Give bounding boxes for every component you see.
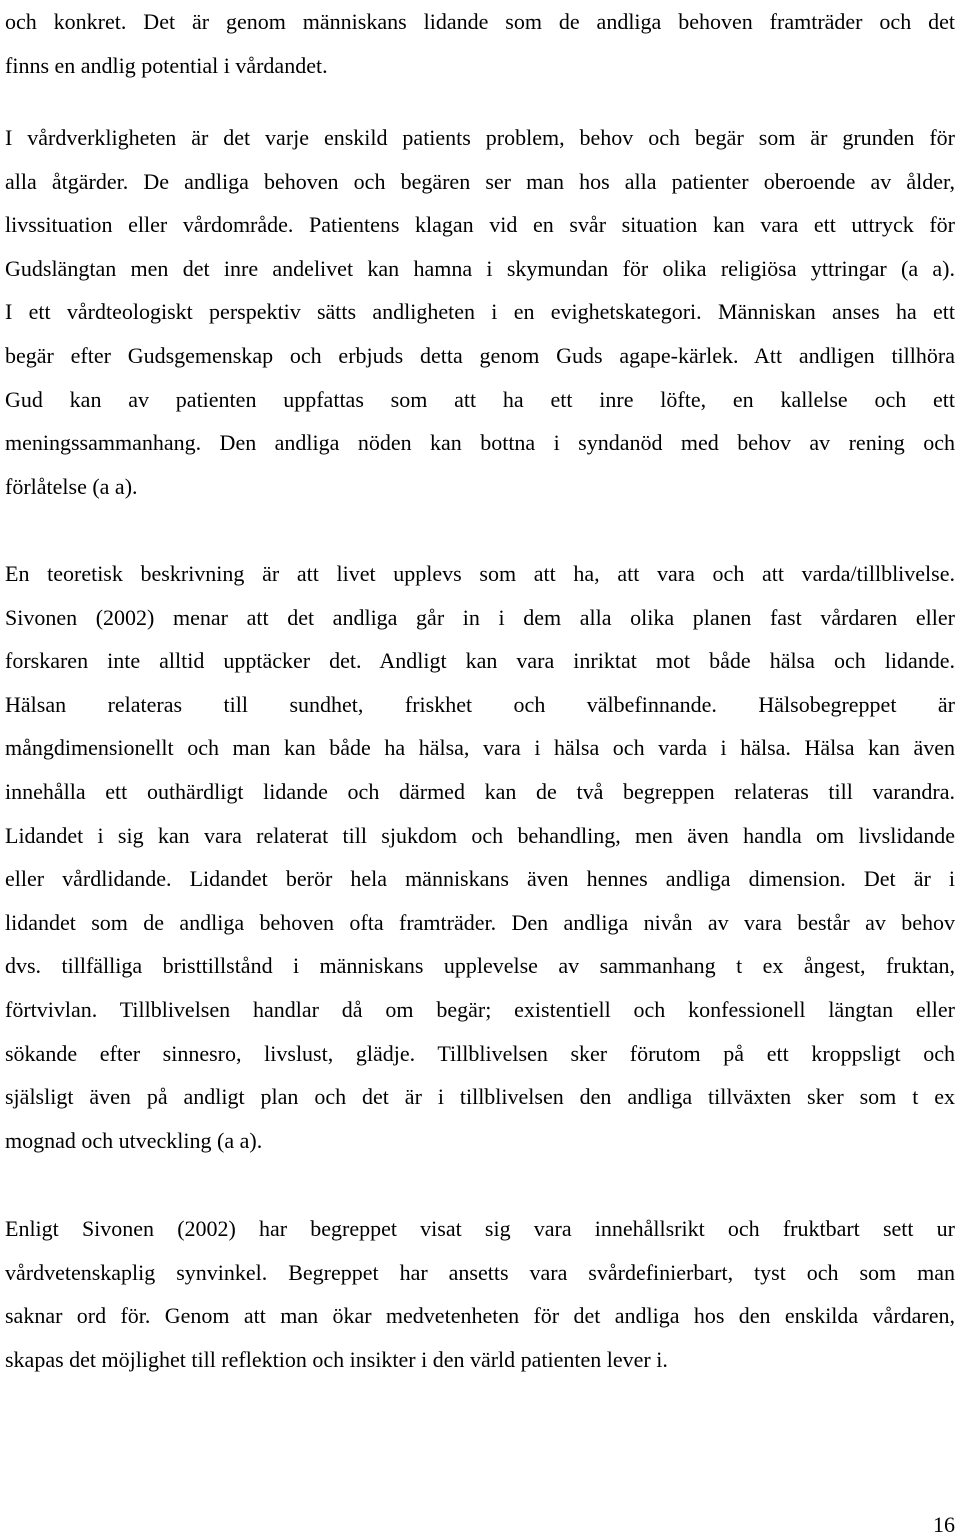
text-line: En teoretisk beskrivning är att livet upplevs som att ha, att vara och att varda/tillblivelse.	[5, 561, 955, 586]
text-line: förtvivlan. Tillblivelsen handlar då om begär; existentiell och konfessionell längtan eller	[5, 996, 955, 1022]
text-line: lidandet som de andliga behoven ofta framträder. Den andliga nivån av vara består av behov	[5, 909, 955, 935]
text-line: forskaren inte alltid upptäcker det. Andligt kan vara inriktat mot både hälsa och lidande.	[5, 648, 955, 674]
text-line: alla åtgärder. De andliga behoven och begären ser man hos alla patienter oberoende av ålder,	[5, 168, 955, 194]
text-line: Gudslängtan men det inre andelivet kan hamna i skymundan för olika religiösa yttringar (a a).	[5, 255, 955, 281]
text-line: mognad och utveckling (a a).	[5, 1127, 263, 1153]
text-line: själsligt även på andligt plan och det är i tillblivelsen den andliga tillväxten sker som t ex	[5, 1084, 955, 1110]
text-line: innehålla ett outhärdligt lidande och därmed kan de två begreppen relateras till varandra.	[5, 778, 955, 804]
text-line: förlåtelse (a a).	[5, 473, 138, 499]
text-line: och konkret. Det är genom människans lidande som de andliga behoven framträder och det	[5, 9, 955, 34]
page-number: 16	[933, 1512, 955, 1537]
text-line: dvs. tillfälliga bristtillstånd i människans upplevelse av sammanhang t ex ångest, fruktan,	[5, 953, 955, 979]
text-line: Sivonen (2002) menar att det andliga går in i dem alla olika planen fast vårdaren eller	[5, 604, 955, 630]
paragraph-1	[5, 0, 955, 87]
text-line: eller vårdlidande. Lidandet berör hela människans även hennes andliga dimension. Det är i	[5, 866, 955, 892]
text-line: begär efter Gudsgemenskap och erbjuds detta genom Guds agape-kärlek. Att andligen tillhöra	[5, 342, 955, 368]
paragraph-4	[5, 1207, 955, 1381]
text-line: meningssammanhang. Den andliga nöden kan bottna i syndanöd med behov av rening och	[5, 430, 955, 456]
text-line: sökande efter sinnesro, livslust, glädje. Tillblivelsen sker förutom på ett kroppsligt och	[5, 1040, 955, 1066]
text-line: skapas det möjlighet till reflektion och insikter i den värld patienten lever i.	[5, 1346, 668, 1372]
text-line: I ett vårdteologiskt perspektiv sätts andligheten i en evighetskategori. Människan anses ha ett	[5, 299, 955, 325]
text-line: Enligt Sivonen (2002) har begreppet visat sig vara innehållsrikt och fruktbart sett ur	[5, 1216, 955, 1241]
text-line: saknar ord för. Genom att man ökar medvetenheten för det andliga hos den enskilda vårdaren,	[5, 1303, 955, 1329]
text-line: livssituation eller vårdområde. Patientens klagan vid en svår situation kan vara ett uttryck för	[5, 212, 955, 238]
text-line: vårdvetenskaplig synvinkel. Begreppet har ansetts vara svårdefinierbart, tyst och som man	[5, 1259, 955, 1285]
text-line: finns en andlig potential i vårdandet.	[5, 52, 328, 78]
paragraph-2	[5, 116, 955, 508]
paragraph-3	[5, 552, 955, 1162]
text-line: Gud kan av patienten uppfattas som att ha ett inre löfte, en kallelse och ett	[5, 386, 955, 412]
text-line: I vårdverkligheten är det varje enskild patients problem, behov och begär som är grunden för	[5, 125, 955, 150]
text-line: Lidandet i sig kan vara relaterat till sjukdom och behandling, men även handla om livslidande	[5, 822, 955, 848]
text-line: Hälsan relateras till sundhet, friskhet och välbefinnande. Hälsobegreppet är	[5, 691, 955, 717]
text-line: mångdimensionellt och man kan både ha hälsa, vara i hälsa och varda i hälsa. Hälsa kan även	[5, 735, 955, 761]
